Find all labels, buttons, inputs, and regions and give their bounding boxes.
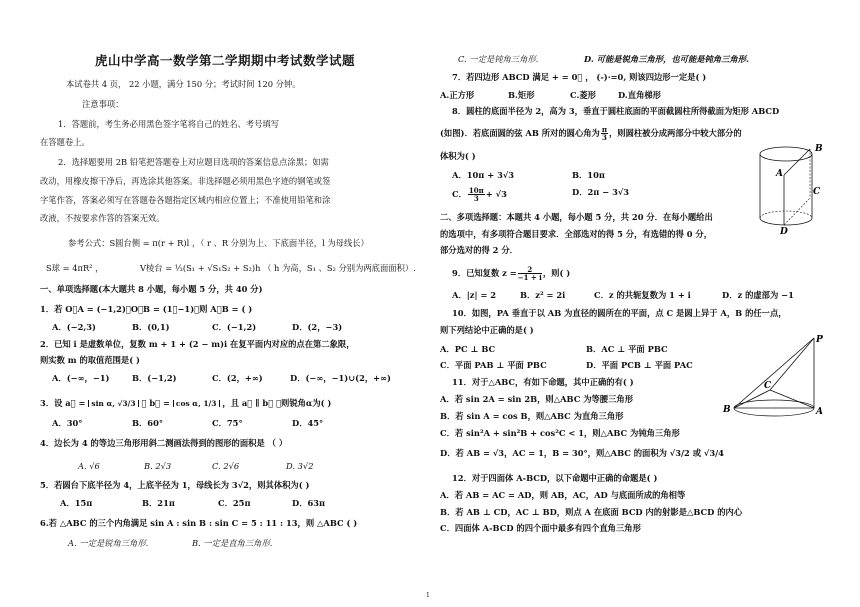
question-3 <box>40 398 331 408</box>
cylinder-figure <box>750 140 830 236</box>
q4-option-b: B. 2√3 <box>144 461 172 471</box>
q2-option-d: D．(−∞，−1)∪(2，+∞) <box>290 373 391 383</box>
q4-option-a: A. √6 <box>78 461 100 471</box>
question-9 <box>452 266 570 281</box>
q2-option-a: A．(−∞，−1) <box>52 373 110 383</box>
edge-pb <box>734 338 814 408</box>
q1-option-c: C．(−1,2) <box>212 322 257 332</box>
q11-option-d: D．若 AB = √3，AC = 1，B = 30°，则△ABC 的面积为 √3/2 或 √3/4 <box>440 448 724 458</box>
q9-numerator: 2 <box>518 266 542 274</box>
q3-vector-a-matrix <box>88 400 138 408</box>
q3-vector-b-first: cos α, <box>175 398 201 408</box>
q5-option-d: D．63π <box>292 498 326 508</box>
q3-option-b: B．60° <box>132 418 164 428</box>
left-column <box>40 0 420 607</box>
q3-vector-b-second: 1/3 <box>203 398 217 408</box>
q8-angle-denominator: 3 <box>601 133 607 142</box>
section-2-line-2: 的选项中，有多项符合题目要求．全部选对的得 5 分，有选错的得 0 分， <box>440 229 713 239</box>
q7-option-d: D.直角梯形 <box>618 90 661 100</box>
q5-option-a: A．15π <box>60 498 93 508</box>
q3-vector-a-second: √3/3 <box>117 398 136 408</box>
q5-option-c: C．25π <box>218 498 251 508</box>
section-2-line-3: 部分选对的得 2 分． <box>440 245 518 255</box>
cylinder-label-d: D <box>780 227 788 236</box>
cylinder-top-ellipse <box>760 147 812 161</box>
q12-option-b: B．若 AB ⊥ CD，AC ⊥ BD，则点 A 在底面 BCD 内的射影是△BCD 的内心 <box>440 507 743 517</box>
q6-option-a: A. 一定是锐角三角形. <box>68 538 149 548</box>
q7-option-b: B.矩形 <box>508 90 535 100</box>
question-2-line-1: 2．已知 i 是虚数单位，复数 m + 1 + (2 − m)i 在复平面内对应的点在第二象限， <box>40 339 355 349</box>
notice-heading: 注意事项： <box>82 99 124 109</box>
page-title: 虎山中学高一数学第二学期期中考试数学试题 <box>95 53 356 68</box>
formula-line-1: 参考公式：S圆台侧 = π(r + R)l ，（ r 、R 分别为上、下底面半径，l 为母线长） <box>68 238 369 248</box>
q3-middle: ， b⃗ = <box>141 398 170 408</box>
q6-option-c: C. 一定是钝角三角形. <box>458 54 539 64</box>
question-6: 6.若 △ABC 的三个内角满足 sin A : sin B : sin C = 5 : 11 : 13，则 △ABC ( ) <box>40 518 358 528</box>
question-11: 11．对于△ABC，有如下命题，其中正确的有( ) <box>452 377 634 387</box>
cylinder-bottom-back-arc <box>760 211 812 218</box>
question-8-line-2 <box>440 126 742 141</box>
question-2-line-2: 则实数 m 的取值范围是( ) <box>40 355 140 365</box>
cylinder-label-b: B <box>815 144 823 154</box>
pyramid-label-b: B <box>723 405 731 415</box>
q3-vector-b-matrix <box>173 400 220 408</box>
q8-option-c-fraction <box>468 187 485 202</box>
q8-option-b: B．10π <box>572 170 605 180</box>
question-1: 1．若 O⃗A = (−1,2)，O⃗B = (1，−1)，则 A⃗B = ( ) <box>40 304 253 314</box>
q6-option-b: B. 一定是直角三角形. <box>192 538 273 548</box>
right-column <box>440 0 830 607</box>
question-8-line-3: 体积为( ) <box>440 151 476 161</box>
q2-option-c: C．(2，+∞) <box>212 373 263 383</box>
q2-option-b: B．(−1,2) <box>132 373 177 383</box>
question-7: 7．若四边形 ABCD 满足 + = 0⃗ ， (-)·=0, 则该四边形一定是( ) <box>452 72 707 82</box>
cylinder-label-a: A <box>776 169 783 179</box>
question-12: 12．对于四面体 A-BCD，以下命题中正确的命题是( ) <box>452 473 658 483</box>
edge-pc <box>770 338 814 390</box>
q8-option-c-label: C． <box>452 189 467 199</box>
notice-2-line-1: 2．选择题要用 2B 铅笔把答题卷上对应题目选项的答案信息点涂黑；如需 <box>58 157 329 167</box>
q3-option-a: A．30° <box>52 418 83 428</box>
q9-option-d: D．z 的虚部为 −1 <box>722 290 794 300</box>
q8-option-c-numerator: 10π <box>468 186 484 195</box>
q8-line-2-prefix: (如图)．若底面圆的弦 AB 所对的圆心角为 <box>440 128 600 138</box>
cylinder-bottom-front-arc <box>760 218 812 225</box>
notice-1-line-1: 1．答题前，考生务必用黑色签字笔将自己的姓名、考号填写 <box>58 119 279 129</box>
exam-intro: 本试卷共 4 页， 22 小题，满分 150 分；考试时间 120 分钟。 <box>66 79 301 89</box>
notice-2-line-2: 改动，用橡皮擦干净后，再选涂其他答案。非选择题必须用黑色字迹的钢笔或签 <box>40 176 331 186</box>
q9-denominator: −1 + i <box>517 273 542 282</box>
q8-option-c-denominator: 3 <box>473 194 479 203</box>
section-edge-ab <box>784 149 810 175</box>
q1-option-a: A．(−2,3) <box>52 322 96 332</box>
q8-option-c <box>452 187 507 202</box>
q7-option-a: A.正方形 <box>440 90 475 100</box>
q5-option-b: B．21π <box>142 498 175 508</box>
q1-option-b: B．(0,1) <box>132 322 170 332</box>
question-10-line-2: 则下列结论中正确的是( ) <box>440 325 534 335</box>
notice-2-line-3: 字笔作答，答案必须写在答题卷各题指定区域内相应位置上；不准使用铅笔和涂 <box>40 195 331 205</box>
notice-1-line-2: 在答题卷上。 <box>40 137 90 147</box>
edge-ca <box>770 390 814 408</box>
q4-option-c: C. 2√6 <box>212 461 240 471</box>
q3-option-d: D．45° <box>292 418 324 428</box>
q11-option-a: A．若 sin 2A = sin 2B，则△ABC 为等腰三角形 <box>440 394 633 404</box>
cylinder-label-c: C <box>813 187 821 197</box>
q10-option-d: D．平面 PCB ⊥ 平面 PAC <box>586 360 693 370</box>
pyramid-label-p: P <box>816 335 823 345</box>
q11-option-b: B．若 sin A = cos B，则△ABC 为直角三角形 <box>440 411 624 421</box>
section-edge-dc <box>784 198 810 225</box>
formula-frustum: V棱台 = ⅓(S₁ + √S₁S₂ + S₂)h （ h 为高，S₁ 、S₂ 分别为两底面面积）. <box>140 263 416 273</box>
q8-line-2-suffix: ，则圆柱被分成两部分中较大部分的 <box>608 128 742 138</box>
q8-option-c-rest: + √3 <box>485 189 507 199</box>
q9-option-a: A．|z| = 2 <box>452 290 496 300</box>
page-number: 1 <box>426 592 430 599</box>
q8-angle-fraction <box>601 126 608 141</box>
section-1-heading: 一、单项选择题(本大题共 8 小题，每小题 5 分，共 40 分) <box>40 284 263 294</box>
q3-option-c: C．75° <box>212 418 243 428</box>
q8-option-a: A．10π + 3√3 <box>452 170 515 180</box>
q3-vector-a-first: sin α, <box>91 398 115 408</box>
question-10-line-1: 10．如图，PA 垂直于以 AB 为直径的圆所在的平面，点 C 是圆上异于 A，B 的任一点， <box>452 308 787 318</box>
question-8-line-1: 8．圆柱的底面半径为 2，高为 3，垂直于圆柱底面的平面截圆柱所得截面为矩形 ABCD <box>452 106 780 116</box>
q6-option-d: D. 可能是锐角三角形，也可能是钝角三角形. <box>584 54 749 64</box>
formula-sphere: S球 = 4πR² ， <box>46 263 104 273</box>
q3-suffix: ，且 a⃗ ∥ b⃗ ，则锐角α为( ) <box>222 398 332 408</box>
q12-option-a: A．若 AB = AC = AD，则 AB，AC，AD 与底面所成的角相等 <box>440 490 686 500</box>
q9-option-c: C．z 的共轭复数为 1 + i <box>594 290 691 300</box>
q9-prefix: 9．已知复数 z = <box>452 268 517 278</box>
q8-angle-numerator: π <box>601 125 607 134</box>
q3-prefix: 3．设 a⃗ = <box>40 398 86 408</box>
notice-2-line-4: 改液，不按要求作答的答案无效。 <box>40 213 165 223</box>
q9-fraction <box>518 266 542 281</box>
section-2-line-1: 二、多项选择题：本题共 4 小题，每小题 5 分，共 20 分．在每小题给出 <box>440 212 713 222</box>
q8-option-d: D．2π − 3√3 <box>572 187 630 197</box>
q9-suffix: ，则( ) <box>542 268 571 278</box>
pyramid-label-c: C <box>764 381 772 391</box>
q11-option-c: C．若 sin²A + sin²B + cos²C < 1，则△ABC 为钝角三角形 <box>440 428 680 438</box>
q10-option-b: B．AC ⊥ 平面 PBC <box>586 344 668 354</box>
q9-option-b: B．z² = 2i <box>520 290 566 300</box>
q1-option-d: D．(2，−3) <box>292 322 343 332</box>
q10-option-a: A．PC ⊥ BC <box>440 344 496 354</box>
question-4: 4．边长为 4 的等边三角形用斜二测画法得到的图形的面积是 （ ） <box>40 438 288 448</box>
q4-option-d: D. 3√2 <box>286 461 314 471</box>
q12-option-c: C．四面体 A-BCD 的四个面中最多有四个直角三角形 <box>440 523 641 533</box>
q7-option-c: C.菱形 <box>570 90 596 100</box>
question-5: 5．若圆台下底半径为 4，上底半径为 1，母线长为 3√2，则其体积为( ) <box>40 480 310 490</box>
q10-option-c: C．平面 PAB ⊥ 平面 PBC <box>440 360 547 370</box>
pyramid-figure <box>720 332 830 422</box>
pyramid-label-a: A <box>816 407 823 417</box>
